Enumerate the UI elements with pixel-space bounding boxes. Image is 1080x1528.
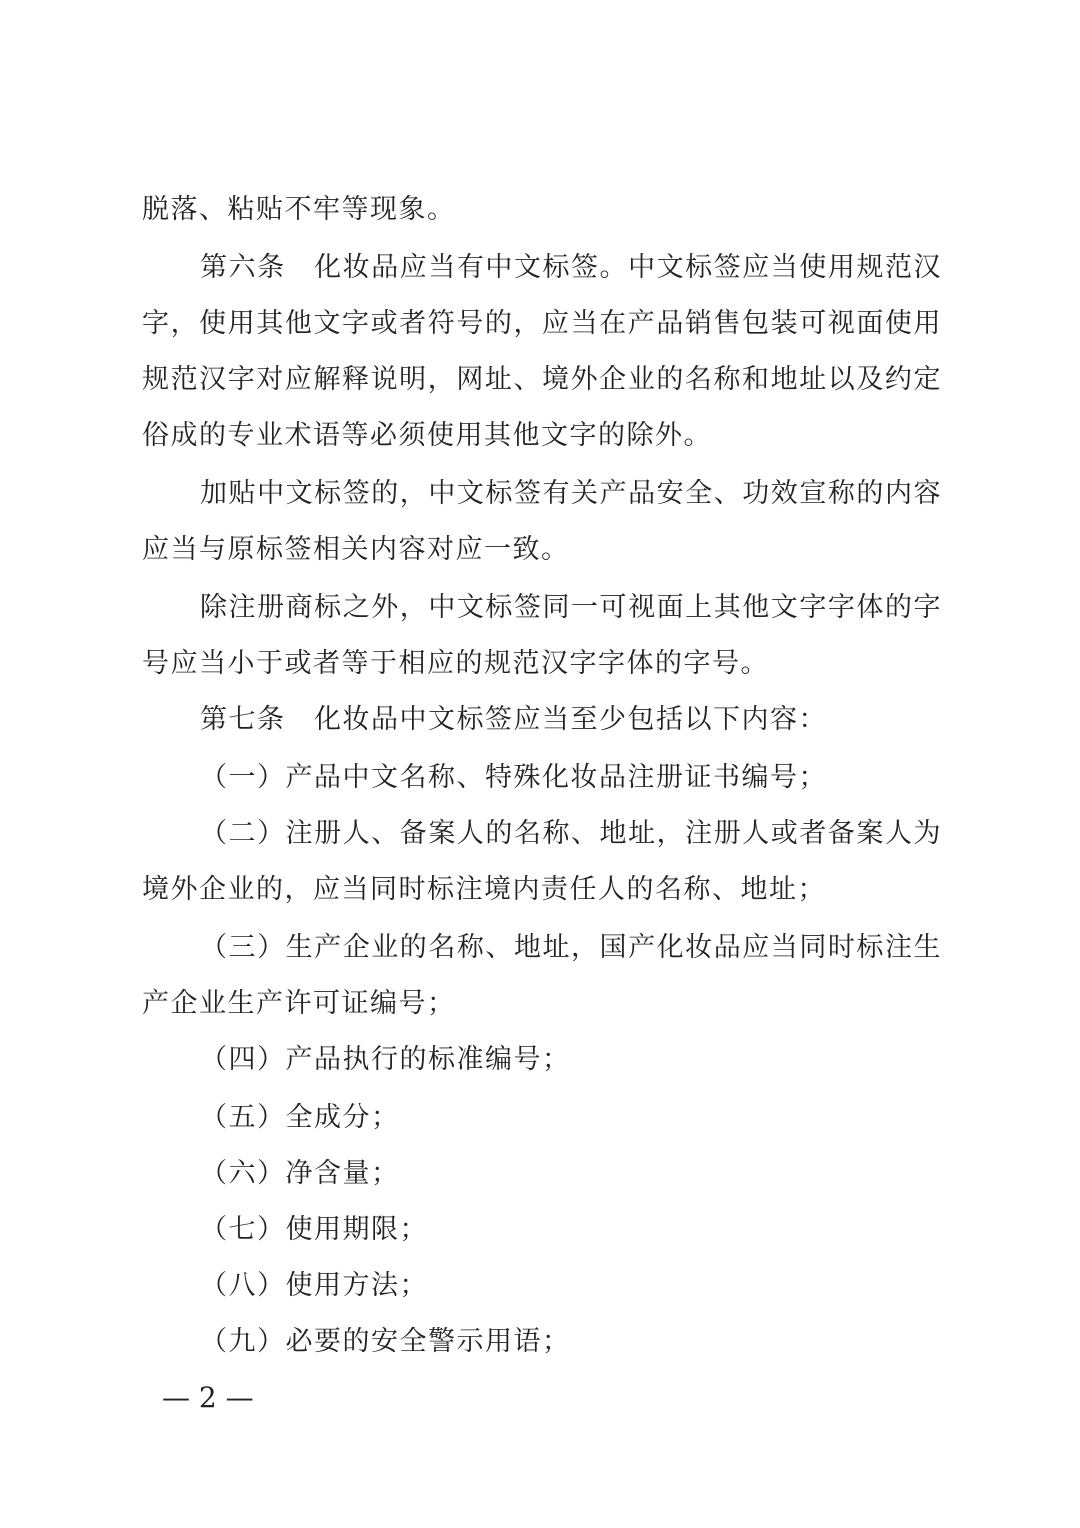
text-line: 号应当小于或者等于相应的规范汉字字体的字号。 [142, 648, 769, 679]
list-item: （六）净含量； [200, 1158, 400, 1189]
list-item: （二）注册人、备案人的名称、地址，注册人或者备案人为 [200, 818, 942, 849]
text-line: 产企业生产许可证编号； [142, 988, 456, 1019]
text-line: 脱落、粘贴不牢等现象。 [142, 194, 456, 225]
list-item: （五）全成分； [200, 1102, 400, 1133]
text-line: 俗成的专业术语等必须使用其他文字的除外。 [142, 420, 712, 451]
text-line: 规范汉字对应解释说明，网址、境外企业的名称和地址以及约定 [142, 364, 942, 395]
list-item: （三）生产企业的名称、地址，国产化妆品应当同时标注生 [200, 932, 942, 963]
text-line: 境外企业的，应当同时标注境内责任人的名称、地址； [142, 874, 826, 905]
list-item: （八）使用方法； [200, 1270, 428, 1301]
page-number: — 2 — [162, 1381, 254, 1414]
text-line: 应当与原标签相关内容对应一致。 [142, 534, 570, 565]
text-line: 字，使用其他文字或者符号的，应当在产品销售包装可视面使用 [142, 308, 942, 339]
text-line: 除注册商标之外，中文标签同一可视面上其他文字字体的字 [200, 592, 942, 623]
article-six-heading-line: 第六条 化妆品应当有中文标签。中文标签应当使用规范汉 [200, 252, 942, 283]
list-item: （四）产品执行的标准编号； [200, 1044, 571, 1075]
list-item: （七）使用期限； [200, 1214, 428, 1245]
text-line: 加贴中文标签的，中文标签有关产品安全、功效宣称的内容 [200, 478, 942, 509]
article-seven-heading-line: 第七条 化妆品中文标签应当至少包括以下内容： [200, 704, 827, 735]
list-item: （九）必要的安全警示用语； [200, 1326, 571, 1357]
list-item: （一）产品中文名称、特殊化妆品注册证书编号； [200, 762, 827, 793]
